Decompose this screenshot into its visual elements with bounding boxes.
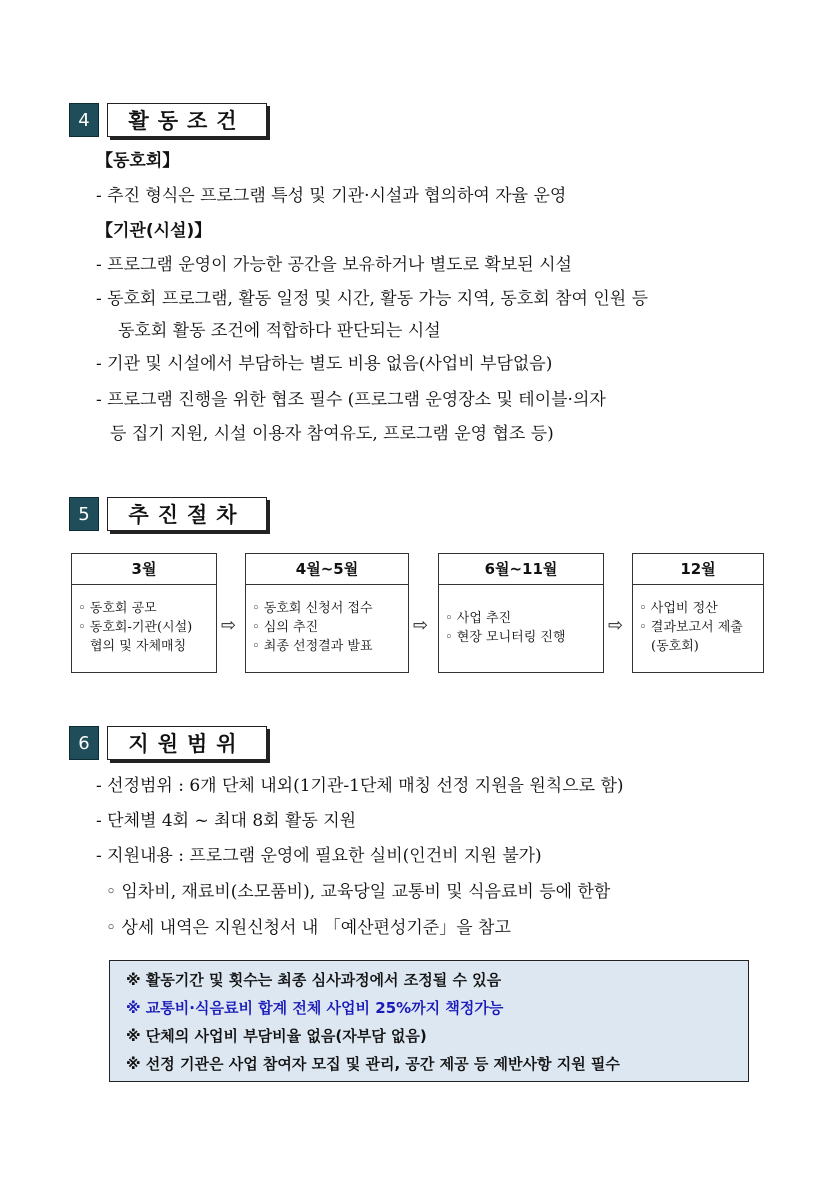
institution-heading: 【기관(시설)】 bbox=[96, 221, 212, 241]
step-item: 협의 및 자체매칭 bbox=[90, 639, 187, 654]
procedure-step bbox=[632, 553, 764, 673]
note-line: ※ 활동기간 및 횟수는 최종 심사과정에서 조정될 수 있음 bbox=[126, 971, 502, 989]
institution-line: - 프로그램 진행을 위한 협조 필수 (프로그램 운영장소 및 테이블·의자 bbox=[96, 390, 606, 410]
section-title: 지원범위 bbox=[107, 726, 267, 760]
arrow-right-icon: ⇨ bbox=[608, 615, 624, 636]
step-item: (동호회) bbox=[651, 639, 699, 654]
step-period: 12월 bbox=[633, 554, 763, 585]
section-number: 4 bbox=[69, 103, 99, 137]
note-line-highlight: ※ 교통비·식음료비 합계 전체 사업비 25%까지 책정가능 bbox=[126, 999, 504, 1017]
step-item: ◦ 최종 선정결과 발표 bbox=[252, 639, 373, 654]
note-box bbox=[109, 960, 749, 1082]
step-item: ◦ 결과보고서 제출 bbox=[639, 620, 743, 635]
step-item: ◦ 동호회-기관(시설) bbox=[78, 620, 193, 635]
step-item: ◦ 현장 모니터링 진행 bbox=[445, 630, 566, 645]
note-line: ※ 선정 기관은 사업 참여자 모집 및 관리, 공간 제공 등 제반사항 지원 필수 bbox=[126, 1055, 620, 1073]
section-number: 5 bbox=[69, 497, 99, 531]
support-line: ◦ 임차비, 재료비(소모품비), 교육당일 교통비 및 식음료비 등에 한함 bbox=[106, 882, 611, 902]
club-line: - 추진 형식은 프로그램 특성 및 기관·시설과 협의하여 자율 운영 bbox=[96, 186, 567, 206]
club-heading: 【동호회】 bbox=[96, 151, 180, 171]
procedure-step bbox=[438, 553, 604, 673]
section-title: 추진절차 bbox=[107, 497, 267, 531]
arrow-right-icon: ⇨ bbox=[413, 615, 429, 636]
institution-line: - 동호회 프로그램, 활동 일정 및 시간, 활동 가능 지역, 동호회 참여 인원 등 bbox=[96, 289, 649, 309]
section-header-4 bbox=[69, 103, 267, 137]
note-line: ※ 단체의 사업비 부담비율 없음(자부담 없음) bbox=[126, 1027, 427, 1045]
arrow-right-icon: ⇨ bbox=[221, 615, 237, 636]
section-header-5 bbox=[69, 497, 267, 531]
step-period: 6월~11월 bbox=[439, 554, 603, 585]
section-title: 활동조건 bbox=[107, 103, 267, 137]
section-number: 6 bbox=[69, 726, 99, 760]
support-line: ◦ 상세 내역은 지원신청서 내 「예산편성기준」을 참고 bbox=[106, 918, 511, 938]
procedure-step bbox=[71, 553, 217, 673]
step-item: ◦ 동호회 공모 bbox=[78, 601, 157, 616]
institution-line: 등 집기 지원, 시설 이용자 참여유도, 프로그램 운영 협조 등) bbox=[110, 424, 554, 444]
support-line: - 선정범위 : 6개 단체 내외(1기관-1단체 매칭 선정 지원을 원칙으로 함) bbox=[96, 776, 624, 796]
institution-line: - 기관 및 시설에서 부담하는 별도 비용 없음(사업비 부담없음) bbox=[96, 354, 553, 374]
support-line: - 단체별 4회 ~ 최대 8회 활동 지원 bbox=[96, 811, 357, 831]
institution-line: 동호회 활동 조건에 적합하다 판단되는 시설 bbox=[118, 321, 441, 341]
step-item: ◦ 동호회 신청서 접수 bbox=[252, 601, 373, 616]
support-line: - 지원내용 : 프로그램 운영에 필요한 실비(인건비 지원 불가) bbox=[96, 846, 542, 866]
procedure-step bbox=[245, 553, 409, 673]
step-period: 3월 bbox=[72, 554, 216, 585]
institution-line: - 프로그램 운영이 가능한 공간을 보유하거나 별도로 확보된 시설 bbox=[96, 255, 572, 275]
section-header-6 bbox=[69, 726, 267, 760]
step-item: ◦ 사업비 정산 bbox=[639, 601, 718, 616]
step-item: ◦ 심의 추진 bbox=[252, 620, 319, 635]
step-item: ◦ 사업 추진 bbox=[445, 611, 512, 626]
step-period: 4월~5월 bbox=[246, 554, 408, 585]
